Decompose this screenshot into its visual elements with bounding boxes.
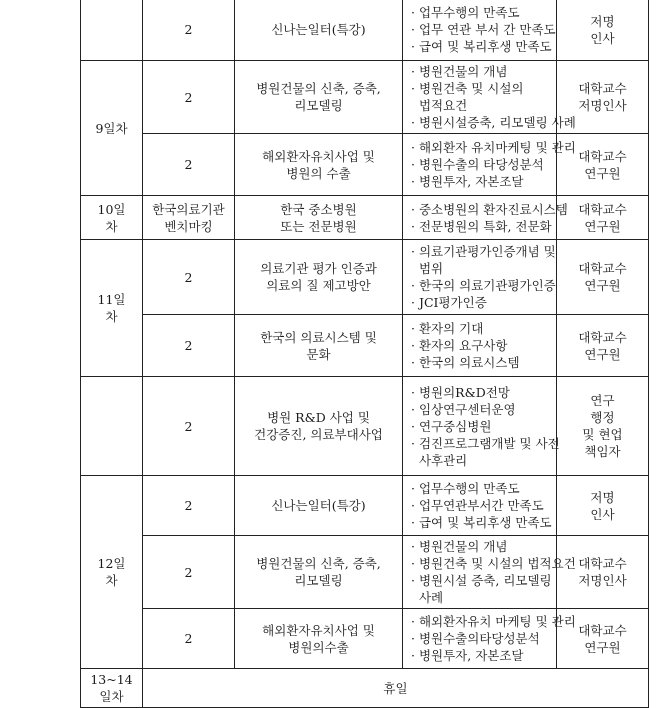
content-item: · 한국의 의료기관평가인증 xyxy=(411,278,556,293)
day-cell xyxy=(81,0,143,61)
table-row xyxy=(81,61,649,134)
content-item: · 급여 및 복리후생 만족도 xyxy=(411,515,552,530)
content-item: · 병원투자, 자본조달 xyxy=(411,174,524,189)
content-item: 범위 xyxy=(418,261,444,276)
day-cell: 12일 차 xyxy=(81,476,143,669)
table-row xyxy=(81,536,649,609)
day-cell: 13~14 일차 xyxy=(81,669,143,708)
content-cell xyxy=(403,315,557,377)
topic-cell: 병원건물의 신축, 증축, 리모델링 xyxy=(235,536,403,609)
content-item: · 병원수출의타당성분석 xyxy=(411,631,540,646)
content-item: · 병원의R&D전망 xyxy=(411,384,510,400)
content-item: 사후관리 xyxy=(418,452,468,468)
content-item: · 한국의 의료시스템 xyxy=(411,355,520,370)
content-item: · 병원투자, 자본조달 xyxy=(411,648,524,663)
content-item: · 연구중심병원 xyxy=(411,418,492,434)
content-item: · 병원시설증축, 리모델링 사례 xyxy=(411,115,576,130)
hours-cell: 2 xyxy=(143,315,235,377)
content-cell xyxy=(403,61,576,134)
content-item: · 전문병원의 특화, 전문화 xyxy=(411,218,552,234)
table-row xyxy=(81,669,649,708)
instructor-cell: 연구 행정 및 현업 책임자 xyxy=(557,377,649,476)
hours-cell: 2 xyxy=(143,240,235,315)
holiday-cell: 휴일 xyxy=(143,669,649,708)
content-item: · 급여 및 복리후생 만족도 xyxy=(411,39,552,54)
instructor-cell: 대학교수 연구원 xyxy=(557,196,649,240)
instructor-cell: 대학교수 저명인사 xyxy=(557,536,649,609)
content-cell xyxy=(403,377,560,476)
table-row xyxy=(81,377,649,476)
content-item: · 해외환자 유치마케팅 및 관리 xyxy=(411,140,576,155)
hours-cell: 2 xyxy=(143,134,235,196)
topic-cell: 해외환자유치사업 및 병원의 수출 xyxy=(235,134,403,196)
table-row xyxy=(81,134,649,196)
content-item: · 병원건물의 개념 xyxy=(411,64,508,79)
topic-cell: 의료기관 평가 인증과 의료의 질 제고방안 xyxy=(235,240,403,315)
hours-cell: 한국의료기관 벤치마킹 xyxy=(143,196,235,240)
content-item: · 검진프로그램개발 및 사전 xyxy=(411,435,560,451)
topic-cell: 병원건물의 신축, 증축, 리모델링 xyxy=(235,61,403,134)
content-cell xyxy=(403,536,576,609)
day-cell: 11일 차 xyxy=(81,240,143,377)
content-item: 사례 xyxy=(418,590,444,605)
topic-cell: 신나는일터(특강) xyxy=(235,476,403,536)
content-item: · 병원수출의 타당성분석 xyxy=(411,157,544,172)
instructor-cell: 대학교수 저명인사 xyxy=(557,61,649,134)
content-item: · 환자의 기대 xyxy=(411,321,484,336)
day-cell: 9일차 xyxy=(81,61,143,196)
hours-cell: 2 xyxy=(143,476,235,536)
topic-cell: 신나는일터(특강) xyxy=(235,0,403,61)
topic-cell: 병원 R&D 사업 및 건강증진, 의료부대사업 xyxy=(235,377,403,476)
content-item: · 업무연관부서간 만족도 xyxy=(411,498,544,513)
content-item: · 업무수행의 만족도 xyxy=(411,5,520,20)
topic-cell: 한국 중소병원 또는 전문병원 xyxy=(235,196,403,240)
hours-cell: 2 xyxy=(143,609,235,669)
content-item: · 중소병원의 환자진료시스템 xyxy=(411,201,568,217)
content-cell xyxy=(403,240,557,315)
content-item: · 의료기관평가인증개념 및 xyxy=(411,244,556,259)
instructor-cell: 대학교수 연구원 xyxy=(557,315,649,377)
content-item: · 업무 연관 부서 간 만족도 xyxy=(411,22,556,37)
day-cell xyxy=(81,377,143,476)
content-cell xyxy=(403,0,557,61)
content-item: · 임상연구센터운영 xyxy=(411,401,516,417)
content-item: · 병원건축 및 시설의 xyxy=(411,81,524,96)
instructor-cell: 저명 인사 xyxy=(557,0,649,61)
hours-cell: 2 xyxy=(143,0,235,61)
content-cell xyxy=(403,196,568,240)
content-item: · 해외환자유치 마케팅 및 관리 xyxy=(411,614,576,629)
content-item: · 환자의 요구사항 xyxy=(411,338,508,353)
content-item: · 병원시설 증축, 리모델링 xyxy=(411,573,552,588)
hours-cell: 2 xyxy=(143,536,235,609)
instructor-cell: 대학교수 연구원 xyxy=(557,609,649,669)
day-cell: 10일 차 xyxy=(81,196,143,240)
instructor-cell: 대학교수 연구원 xyxy=(557,240,649,315)
table-row xyxy=(81,476,649,536)
content-cell xyxy=(403,476,557,536)
content-item: · 병원건축 및 시설의 법적요건 xyxy=(411,556,576,571)
instructor-cell: 저명 인사 xyxy=(557,476,649,536)
topic-cell: 해외환자유치사업 및 병원의수출 xyxy=(235,609,403,669)
table-row xyxy=(81,609,649,669)
instructor-cell: 대학교수 연구원 xyxy=(557,134,649,196)
table-row xyxy=(81,240,649,315)
hours-cell: 2 xyxy=(143,377,235,476)
content-item: · 병원건물의 개념 xyxy=(411,539,508,554)
content-item: · 업무수행의 만족도 xyxy=(411,481,520,496)
schedule-table xyxy=(80,0,649,708)
content-cell xyxy=(403,609,576,669)
content-item: · JCI평가인증 xyxy=(411,295,487,310)
table-row xyxy=(81,315,649,377)
topic-cell: 한국의 의료시스템 및 문화 xyxy=(235,315,403,377)
content-cell xyxy=(403,134,576,196)
hours-cell: 2 xyxy=(143,61,235,134)
table-row xyxy=(81,0,649,61)
content-item: 법적요건 xyxy=(418,98,468,113)
table-row xyxy=(81,196,649,240)
